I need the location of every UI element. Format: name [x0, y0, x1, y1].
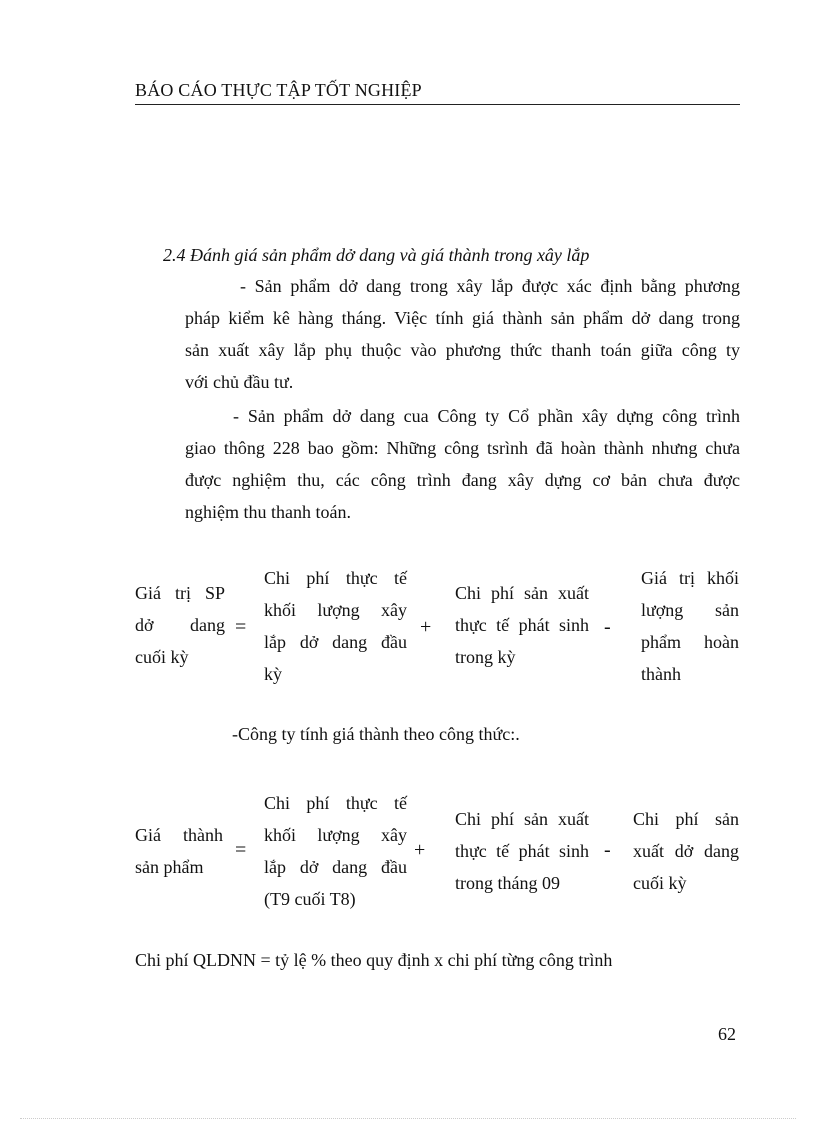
formula1-term-period-cost: [455, 577, 589, 673]
formula-line: Giá trị SP: [135, 583, 225, 603]
formula-line: Chi phí thực tế: [264, 568, 407, 588]
formula-line: cuối kỳ: [633, 873, 687, 893]
formula1-lhs: [135, 577, 225, 673]
section-heading: 2.4 Đánh giá sản phẩm dở dang và giá thành trong xây lắp: [163, 245, 590, 265]
overhead-formula: Chi phí QLDNN = tỷ lệ % theo quy định x chi phí từng công trình: [135, 950, 613, 970]
formula-line: trong tháng 09: [455, 873, 560, 893]
formula-line: Chi phí sản xuất: [455, 583, 589, 603]
formula-line: (T9 cuối T8): [264, 889, 356, 909]
formula-line: lắp dở dang đầu: [264, 857, 407, 877]
paragraph-line: giao thông 228 bao gồm: Những công tsrình đã hoàn thành nhưng chưa: [185, 438, 740, 458]
formula-line: phẩm hoàn: [641, 632, 739, 652]
page-number: 62: [718, 1024, 736, 1044]
formula1-term-completed: [641, 562, 739, 690]
formula2-term-opening-cost: [264, 787, 407, 915]
formula-line: Chi phí thực tế: [264, 793, 407, 813]
formula-line: trong kỳ: [455, 647, 516, 667]
formula1-minus-sign: -: [604, 616, 611, 638]
formula2-equals-sign: =: [235, 839, 247, 861]
paragraph-line: - Sản phẩm dở dang cua Công ty Cổ phần xây dựng công trình: [233, 406, 740, 426]
formula-line: Chi phí sản xuất: [455, 809, 589, 829]
formula-line: thành: [641, 664, 681, 684]
formula1-term-opening-cost: [264, 562, 407, 690]
formula-line: Giá trị khối: [641, 568, 739, 588]
formula-line: thực tế phát sinh: [455, 615, 589, 635]
report-header-title: BÁO CÁO THỰC TẬP TỐT NGHIỆP: [135, 80, 422, 100]
formula-line: khối lượng xây: [264, 600, 407, 620]
formula-line: cuối kỳ: [135, 647, 189, 667]
formula-line: Chi phí sản: [633, 809, 739, 829]
paragraph-line: - Sản phẩm dở dang trong xây lắp được xác định bằng phương: [240, 276, 740, 296]
formula-line: Giá thành: [135, 825, 223, 845]
paragraph-line: với chủ đầu tư.: [185, 372, 294, 392]
formula-line: lượng sản: [641, 600, 739, 620]
header-divider: [135, 104, 740, 105]
formula-line: kỳ: [264, 664, 282, 684]
paragraph-wip-company: [185, 400, 740, 528]
page-bottom-edge: [20, 1118, 796, 1119]
formula2-term-period-cost: [455, 803, 589, 899]
formula-intro: -Công ty tính giá thành theo công thức:.: [232, 724, 520, 744]
paragraph-line: nghiệm thu thanh toán.: [185, 502, 351, 522]
formula-line: lắp dở dang đầu: [264, 632, 407, 652]
formula2-minus-sign: -: [604, 839, 611, 861]
paragraph-line: được nghiệm thu, các công trình đang xây dựng cơ bản chưa được: [185, 470, 740, 490]
formula2-plus-sign: +: [414, 839, 426, 861]
formula-line: sản phẩm: [135, 857, 204, 877]
paragraph-line: sản xuất xây lắp phụ thuộc vào phương thức thanh toán giữa công ty: [185, 340, 740, 360]
formula1-equals-sign: =: [235, 616, 247, 638]
paragraph-line: pháp kiểm kê hàng tháng. Việc tính giá thành sản phẩm dở dang trong: [185, 308, 740, 328]
formula2-term-closing-wip: [633, 803, 739, 899]
formula2-lhs: [135, 819, 223, 883]
paragraph-wip-valuation: [185, 270, 740, 398]
formula-line: xuất dở dang: [633, 841, 739, 861]
formula-line: dở dang: [135, 615, 225, 635]
formula-line: khối lượng xây: [264, 825, 407, 845]
formula1-plus-sign: +: [420, 616, 432, 638]
formula-line: thực tế phát sinh: [455, 841, 589, 861]
